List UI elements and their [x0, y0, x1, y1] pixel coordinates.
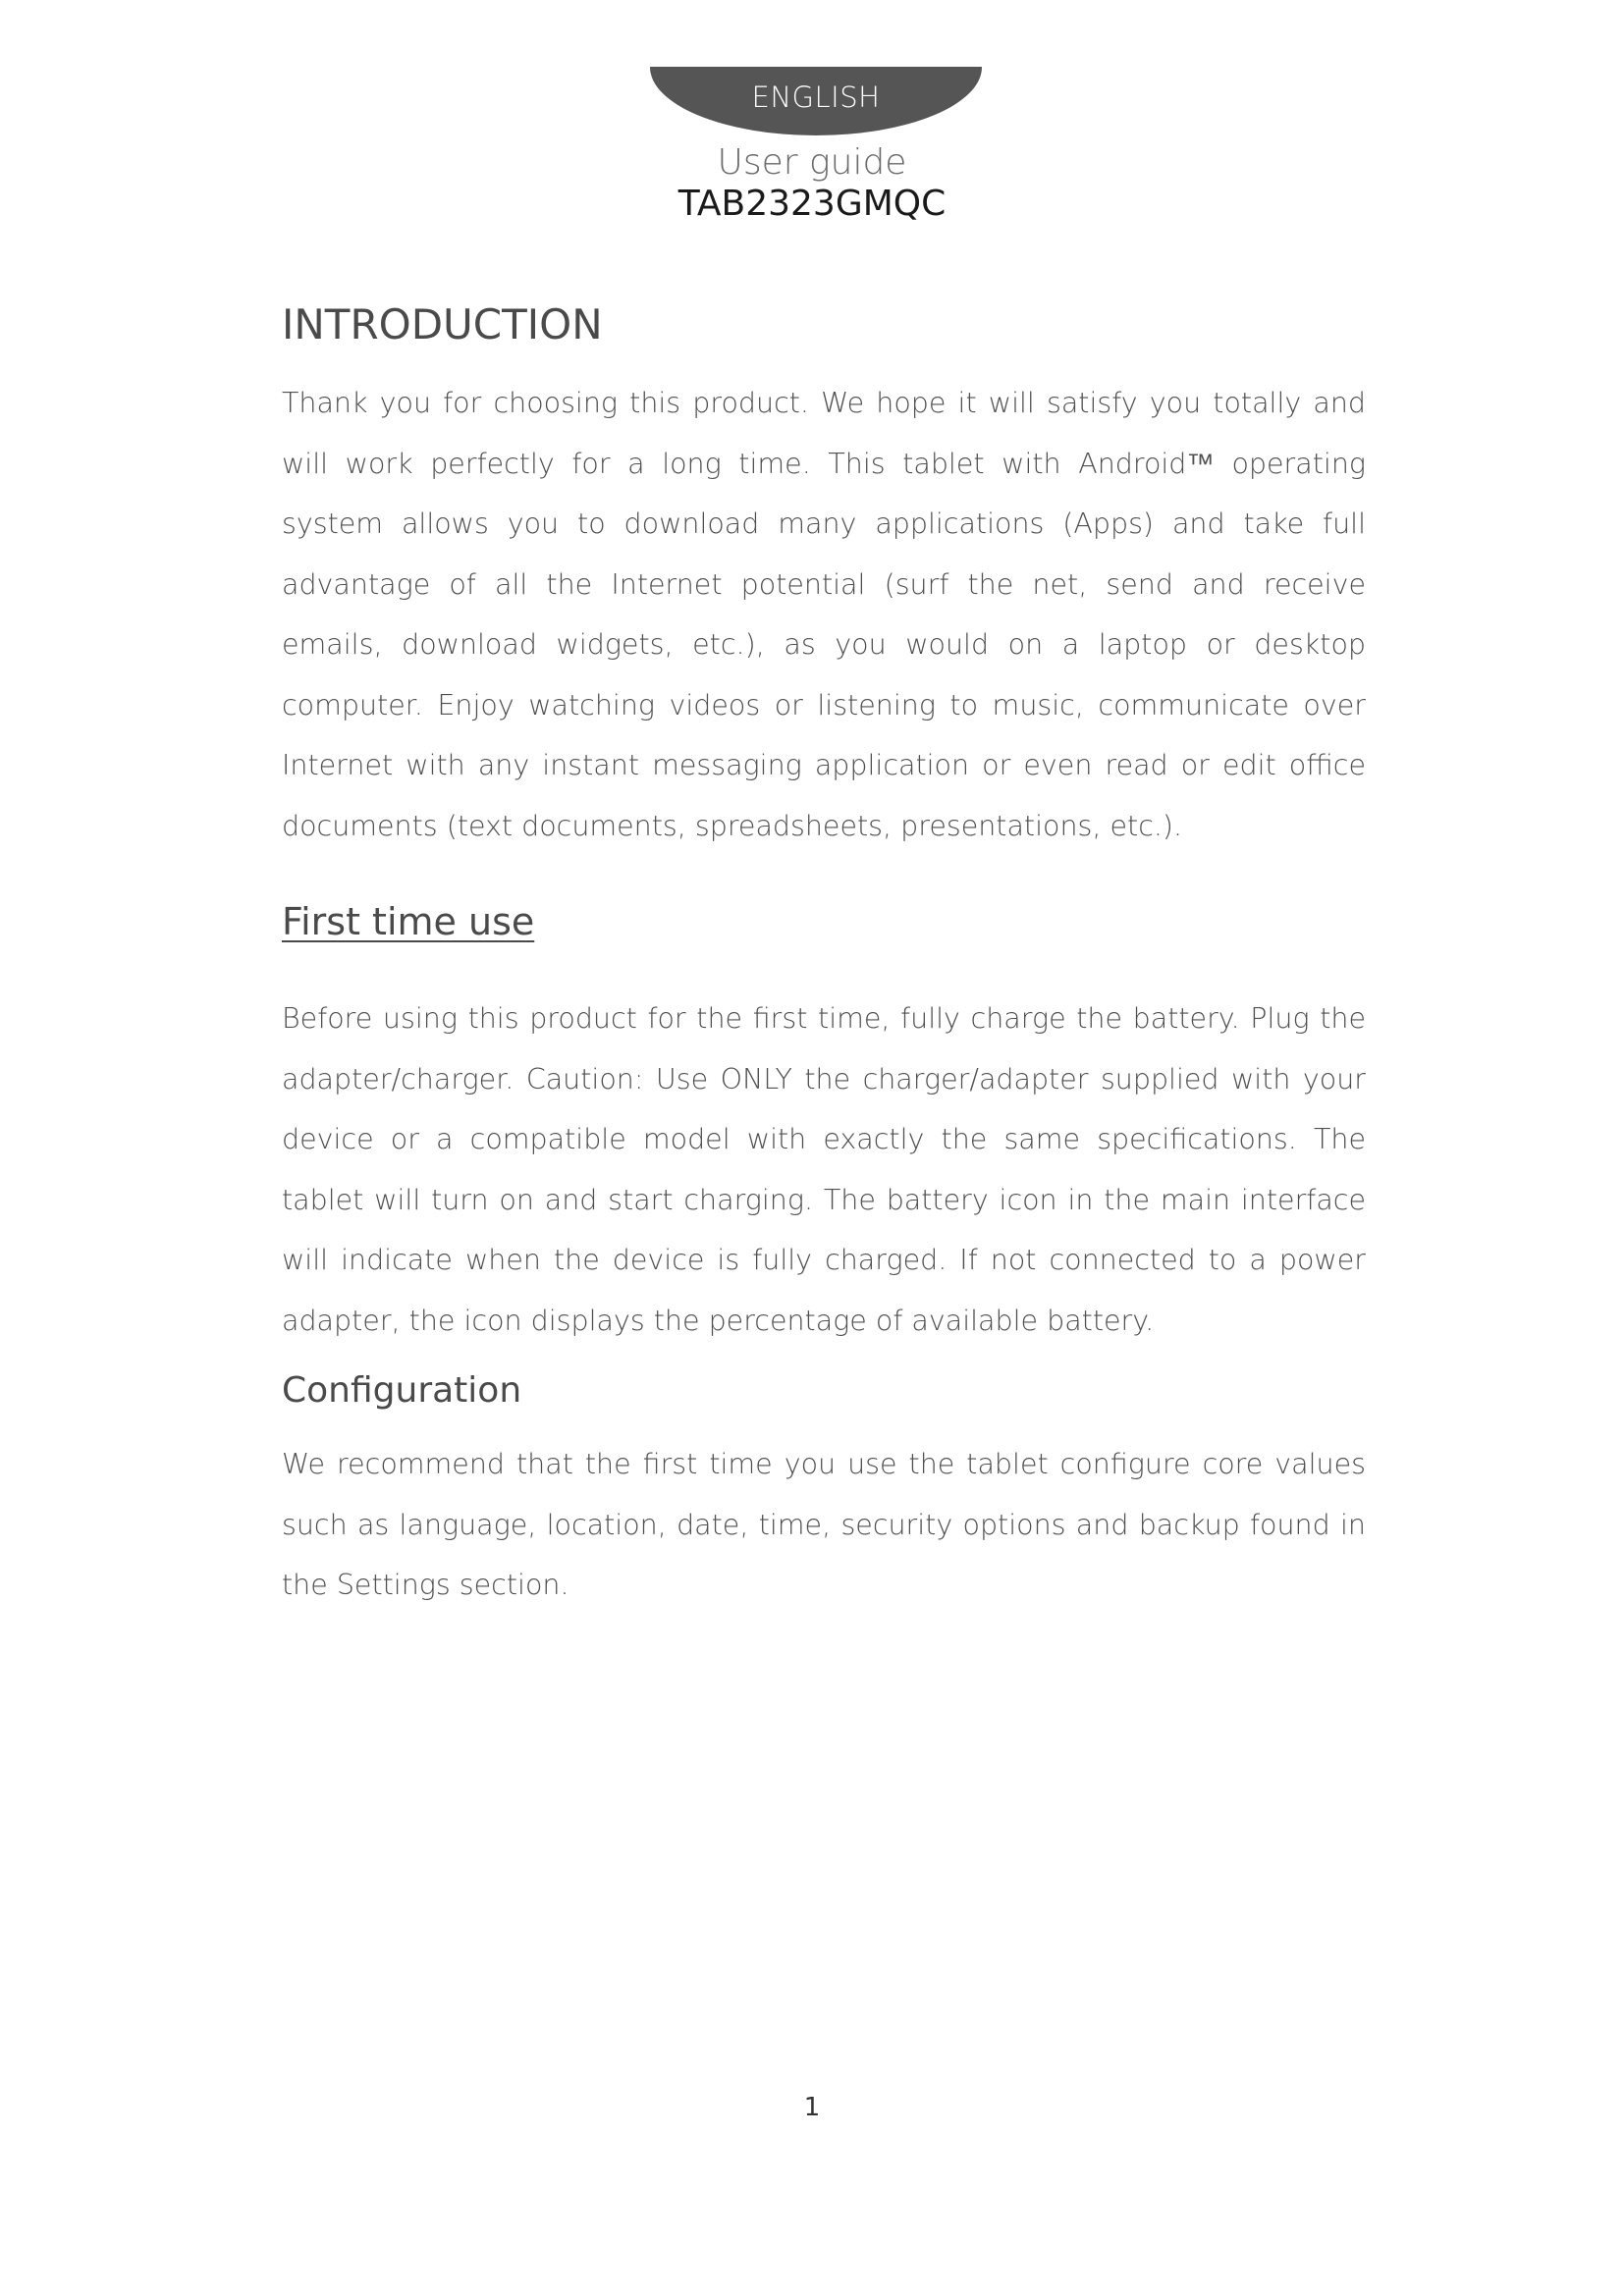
document-subtitle: User guide — [717, 142, 907, 183]
language-tab — [650, 67, 982, 135]
page-number: 1 — [803, 2093, 821, 2122]
introduction-heading: INTRODUCTION — [282, 300, 603, 348]
configuration-heading: Configuration — [282, 1370, 522, 1411]
configuration-paragraph: We recommend that the first time you use the tablet configure core values such as language, location, date, time, security options and backup found in the Settings section. — [282, 1448, 1366, 1601]
model-number: TAB2323GMQC — [677, 184, 947, 224]
first-time-use-heading: First time use — [282, 900, 535, 943]
first-time-use-paragraph: Before using this product for the first time, fully charge the battery. Plug the adapter/charger. Caution: Use ONLY the charger/adapter supplied with your device or a compatible model with exactly the same specifications. The tablet will turn on and start charging. The battery icon in the main interface will indicate when the device is fully charged. If not connected to a power adapter, the icon displays the percentage of available battery. — [282, 1002, 1366, 1337]
introduction-paragraph: Thank you for choosing this product. We hope it will satisfy you totally and will work perfectly for a long time. This tablet with Android™ operating system allows you to download many applications (Apps) and take full advantage of all the Internet potential (surf the net, send and receive emails, download widgets, etc.), as you would on a laptop or desktop computer. Enjoy watching videos or listening to music, communicate over Internet with any instant messaging application or even read or edit office documents (text documents, spreadsheets, presentations, etc.). — [282, 387, 1366, 842]
language-tab-label: ENGLISH — [751, 80, 881, 114]
